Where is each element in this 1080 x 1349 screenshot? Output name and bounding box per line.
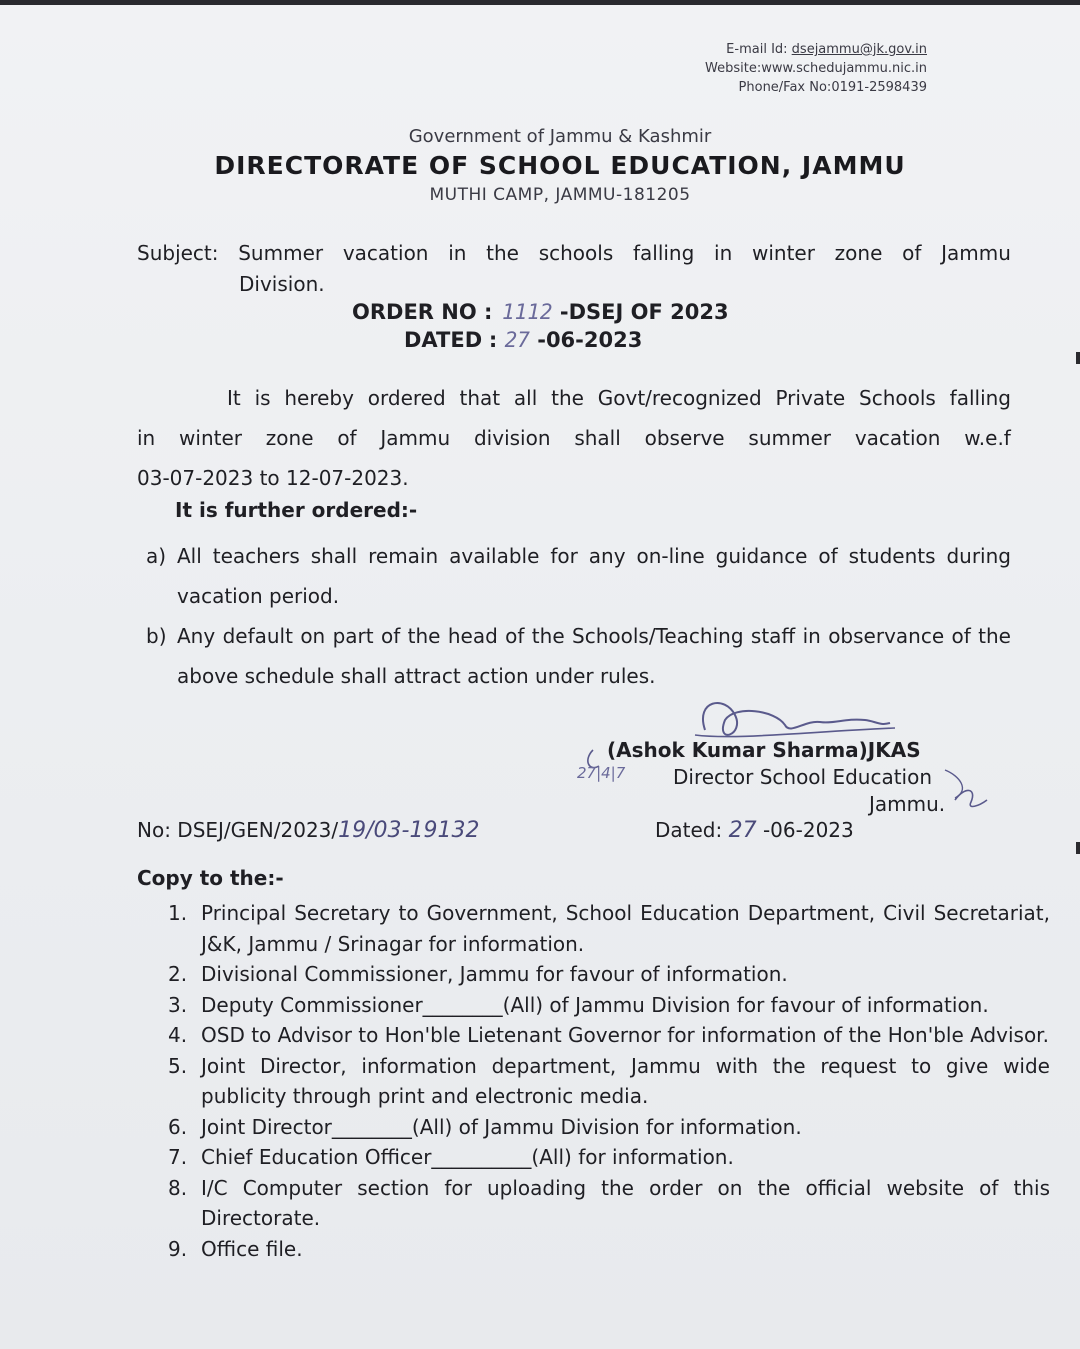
subject-label: Subject: — [137, 241, 219, 265]
order-number-block — [352, 298, 729, 354]
item-text: Principal Secretary to Government, School Education Department, Civil Secretariat, J&K, Jammu / Srinagar for information. — [201, 901, 1050, 956]
email-label: E-mail Id: — [726, 42, 788, 57]
word: of — [337, 426, 357, 450]
dated-suffix: -06-2023 — [537, 328, 643, 352]
further-ordered-heading: It is further ordered:- — [175, 498, 418, 522]
directorate-title: DIRECTORATE OF SCHOOL EDUCATION, JAMMU — [214, 151, 906, 180]
signatory-designation: Director School Education — [673, 765, 933, 789]
signatory-city: Jammu. — [869, 792, 946, 816]
order-no-suffix: -DSEJ OF 2023 — [559, 300, 729, 324]
body-line — [137, 378, 1011, 418]
copy-to-list — [168, 898, 1050, 1264]
word: w.e.f — [964, 426, 1011, 450]
body-line: 03-07-2023 to 12-07-2023. — [137, 466, 409, 490]
directorate-address: MUTHI CAMP, JAMMU-181205 — [429, 185, 691, 205]
list-item — [146, 616, 1011, 696]
order-no-label: ORDER NO : — [352, 300, 493, 324]
word: Schools — [859, 386, 936, 410]
word: observe — [644, 426, 725, 450]
ref-no-handwritten: 19/03-19132 — [338, 818, 480, 843]
item-number: 5. — [168, 1053, 188, 1078]
word: shall — [574, 426, 621, 450]
item-label: a) — [146, 544, 167, 568]
word: winter — [179, 426, 242, 450]
item-text: Deputy Commissioner________(All) of Jammu Division for favour of information. — [201, 992, 989, 1017]
word: division — [473, 426, 551, 450]
list-item — [146, 536, 1011, 616]
list-item — [168, 959, 1050, 990]
phone-text: Phone/Fax No:0191-2598439 — [738, 80, 927, 95]
word: hereby — [284, 386, 354, 410]
list-item — [168, 990, 1050, 1021]
contact-block — [705, 40, 927, 97]
scan-top-edge — [0, 0, 1080, 5]
list-item — [168, 898, 1050, 959]
item-number: 2. — [168, 962, 188, 986]
order-no-handwritten: 1112 — [502, 300, 553, 324]
word: is — [254, 386, 271, 410]
reference-date — [655, 818, 854, 843]
ref-dated-handwritten: 27 — [728, 818, 757, 843]
word: of — [902, 241, 922, 265]
item-text: Office file. — [201, 1236, 303, 1261]
signature-block — [575, 690, 1015, 820]
email-link[interactable]: dsejammu@jk.gov.in — [791, 42, 927, 57]
item-number: 7. — [168, 1145, 188, 1169]
body-line — [137, 418, 1011, 458]
item-text: Any default on part of the head of the Schools/Teaching staff in observance of the above schedule shall attract action under rules. — [177, 624, 1011, 688]
list-item — [168, 1173, 1050, 1234]
list-item — [168, 1112, 1050, 1143]
item-number: 3. — [168, 992, 188, 1017]
ref-dated-suffix: -06-2023 — [762, 818, 854, 842]
word: Summer — [238, 241, 324, 265]
item-text: All teachers shall remain available for any on-line guidance of students during vacation period. — [177, 544, 1011, 608]
scan-edge-mark — [1076, 842, 1080, 854]
list-item — [168, 1142, 1050, 1173]
list-item — [168, 1234, 1050, 1265]
item-text: Joint Director________(All) of Jammu Division for information. — [201, 1114, 802, 1139]
word: Private — [775, 386, 846, 410]
government-heading: Government of Jammu & Kashmir — [408, 126, 712, 147]
word: all — [513, 386, 538, 410]
word: Jammu — [941, 241, 1011, 265]
further-orders-list — [146, 536, 1011, 696]
list-item — [168, 1020, 1050, 1051]
word: Jammu — [380, 426, 451, 450]
item-number: 1. — [168, 901, 188, 925]
ref-dated-label: Dated: — [655, 818, 723, 842]
item-number: 9. — [168, 1236, 188, 1261]
item-number: 4. — [168, 1023, 188, 1047]
word: schools — [538, 241, 614, 265]
word: Govt/recognized — [597, 386, 762, 410]
item-number: 6. — [168, 1114, 188, 1139]
reference-number — [137, 818, 479, 843]
word: in — [137, 426, 156, 450]
item-label: b) — [146, 624, 167, 648]
website-text: Website:www.schedujammu.nic.in — [705, 61, 927, 76]
word: the — [486, 241, 519, 265]
word: in — [714, 241, 733, 265]
ref-no-label: No: DSEJ/GEN/2023/ — [137, 818, 339, 842]
word: It — [227, 386, 241, 410]
word: summer — [748, 426, 832, 450]
word: ordered — [367, 386, 446, 410]
item-text: Joint Director, information department, Jammu with the request to give wide publicity through print and electronic media. — [201, 1053, 1050, 1108]
dated-colon: : — [488, 328, 498, 352]
list-item — [168, 1051, 1050, 1112]
handwritten-initial: 27|4|7 — [577, 764, 626, 782]
word: zone — [834, 241, 883, 265]
word: vacation — [342, 241, 429, 265]
dated-day-handwritten: 27 — [504, 328, 530, 352]
dated-label: DATED — [404, 328, 483, 352]
item-number: 8. — [168, 1175, 188, 1200]
word: winter — [751, 241, 815, 265]
item-text: Chief Education Officer__________(All) for information. — [201, 1145, 734, 1169]
subject-line — [137, 238, 1011, 269]
signatory-name: (Ashok Kumar Sharma)JKAS — [607, 738, 921, 762]
word: in — [448, 241, 467, 265]
copy-to-heading: Copy to the:- — [137, 866, 284, 890]
word: vacation — [854, 426, 941, 450]
item-text: OSD to Advisor to Hon'ble Lietenant Governor for information of the Hon'ble Advisor. — [201, 1023, 1049, 1047]
word: falling — [949, 386, 1011, 410]
subject-line: Division. — [239, 272, 325, 296]
word: falling — [632, 241, 695, 265]
word: the — [551, 386, 584, 410]
item-text: I/C Computer section for uploading the order on the official website of this Directorate. — [201, 1175, 1050, 1230]
item-text: Divisional Commissioner, Jammu for favour of information. — [201, 962, 788, 986]
subject-block — [137, 238, 1011, 300]
order-body-paragraph — [137, 378, 1011, 498]
scan-edge-mark — [1076, 352, 1080, 364]
word: that — [459, 386, 501, 410]
word: zone — [265, 426, 314, 450]
